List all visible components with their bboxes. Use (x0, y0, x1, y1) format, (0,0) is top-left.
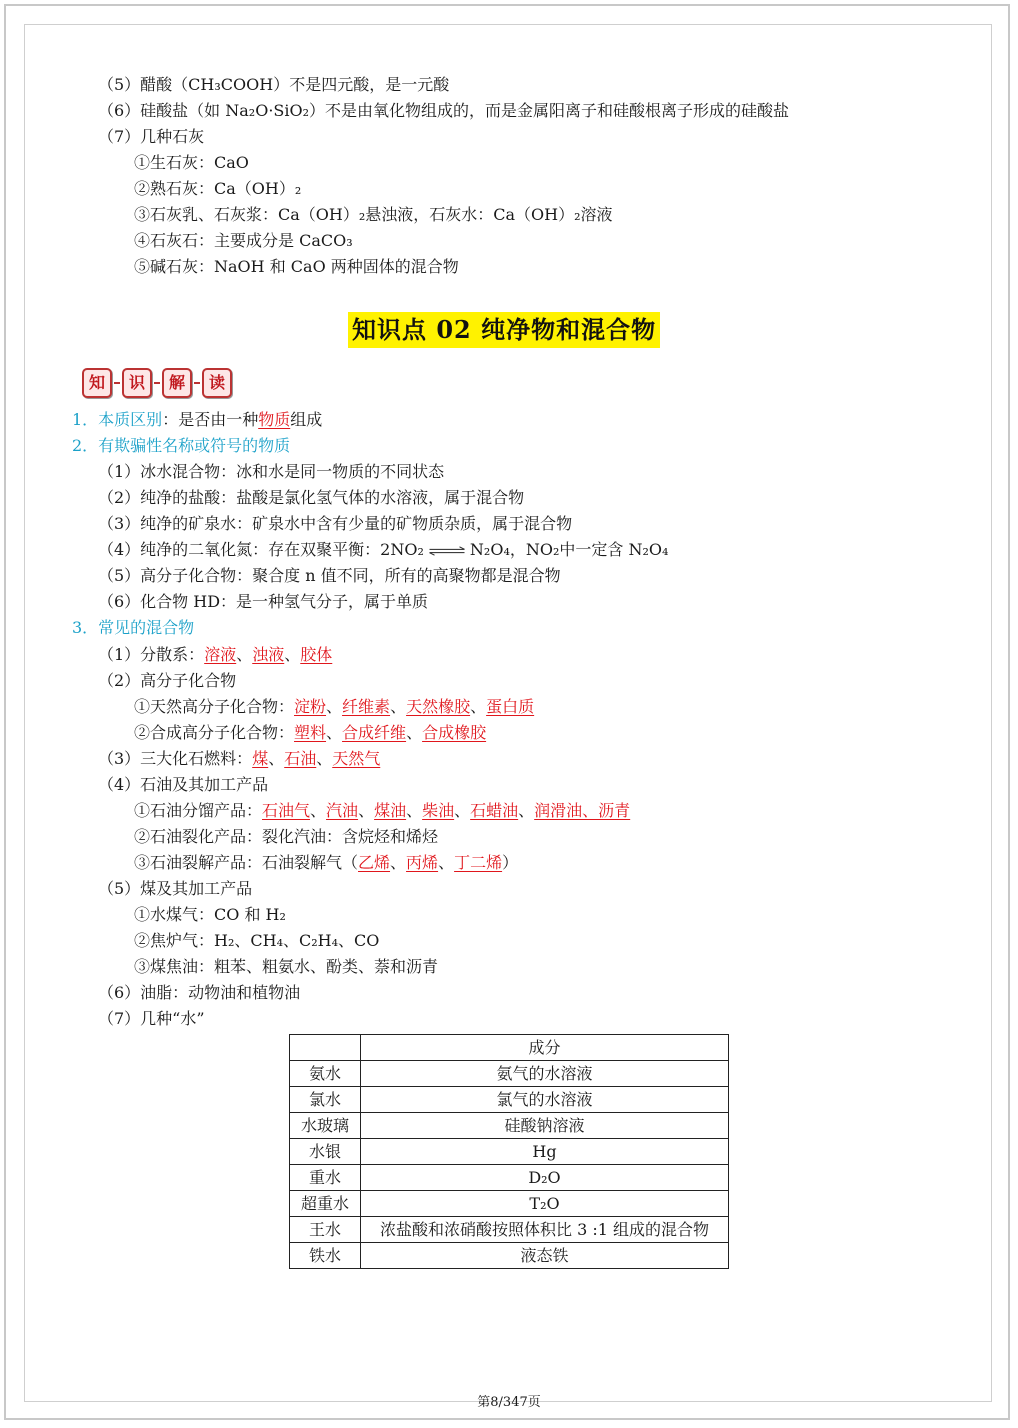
answer-text: 石蜡油 (470, 801, 519, 820)
pyrolysis-end: ） (502, 853, 519, 872)
fractionation-label: ①石油分馏产品： (134, 801, 263, 820)
point-3-heading: 3．常见的混合物 (72, 618, 195, 637)
item-slaked-lime: ②熟石灰：Ca（OH）₂ (134, 179, 302, 198)
answer-text: 丁二烯 (454, 853, 503, 872)
water-name-cell: 王水 (290, 1217, 361, 1243)
table-row (290, 1165, 729, 1191)
answer-text: 柴油 (422, 801, 455, 820)
answer-text: 汽油 (326, 801, 359, 820)
item-quicklime: ①生石灰：CaO (134, 153, 249, 172)
item-macromolecule: （2）高分子化合物 (98, 671, 237, 690)
waters-table (289, 1034, 729, 1269)
answer-text: 浊液 (252, 645, 285, 664)
composition-cell: 氨气的水溶液 (361, 1061, 729, 1087)
item-hydrochloric-acid: （2）纯净的盐酸：盐酸是氯化氢气体的水溶液，属于混合物 (98, 488, 525, 507)
equilibrium-arrow-icon (424, 546, 470, 556)
answer-text: 蛋白质 (486, 697, 535, 716)
answer-text: 胶体 (300, 645, 333, 664)
water-name-cell: 氨水 (290, 1061, 361, 1087)
item-hd: （6）化合物 HD：是一种氢气分子，属于单质 (98, 592, 429, 611)
item-silicate: （6）硅酸盐（如 Na₂O·SiO₂）不是由氧化物组成的，而是金属阳离子和硅酸根离子形成的硅酸盐 (98, 101, 790, 120)
fossil-fuels-label: （3）三大化石燃料： (98, 749, 253, 768)
answer-text: 天然气 (332, 749, 381, 768)
answer-text: 煤 (252, 749, 269, 768)
answer-text: 溶液 (204, 645, 237, 664)
item-lime-milk: ③石灰乳、石灰浆：Ca（OH）₂悬浊液，石灰水：Ca（OH）₂溶液 (134, 205, 613, 224)
pyrolysis-label: ③石油裂解产品：石油裂解气（ (134, 853, 359, 872)
answer-text: 淀粉 (294, 697, 327, 716)
composition-cell: 硅酸钠溶液 (361, 1113, 729, 1139)
badge-char: 解 (162, 368, 192, 398)
item-water-gas: ①水煤气：CO 和 H₂ (134, 905, 286, 924)
table-header-cell (290, 1035, 361, 1061)
badge-char: 识 (122, 368, 152, 398)
badge-char: 知 (82, 368, 112, 398)
point-1-label: 1．本质区别 (72, 410, 163, 429)
item-coke-oven-gas: ②焦炉气：H₂、CH₄、C₂H₄、CO (134, 931, 380, 950)
composition-cell: D₂O (361, 1165, 729, 1191)
table-row (290, 1217, 729, 1243)
point-2-heading: 2．有欺骗性名称或符号的物质 (72, 436, 291, 455)
dispersion-label: （1）分散系： (98, 645, 205, 664)
no2-text: （4）纯净的二氧化氮：存在双聚平衡：2NO₂ (98, 540, 424, 559)
water-name-cell: 水银 (290, 1139, 361, 1165)
item-nitrogen-dioxide (98, 539, 668, 561)
table-header-row (290, 1035, 729, 1061)
item-lime-heading: （7）几种石灰 (98, 127, 205, 146)
answer-text: 合成纤维 (342, 723, 407, 742)
composition-cell: T₂O (361, 1191, 729, 1217)
point-1-text: ：是否由一种 (162, 410, 259, 429)
answer-text: 乙烯 (358, 853, 391, 872)
point-1-text-end: 组成 (290, 410, 323, 429)
item-soda-lime: ⑤碱石灰：NaOH 和 CaO 两种固体的混合物 (134, 257, 459, 276)
water-name-cell: 超重水 (290, 1191, 361, 1217)
table-row (290, 1061, 729, 1087)
item-natural-polymer: ①天然高分子化合物：淀粉、纤维素、天然橡胶、蛋白质 (134, 697, 535, 716)
composition-cell: Hg (361, 1139, 729, 1165)
answer-text: 润滑油、沥青 (534, 801, 631, 820)
table-row (290, 1191, 729, 1217)
item-pyrolysis: ③石油裂解产品：石油裂解气（乙烯、丙烯、丁二烯） (134, 853, 519, 872)
item-fossil-fuels: （3）三大化石燃料：煤、石油、天然气 (98, 749, 381, 768)
synthetic-polymer-label: ②合成高分子化合物： (134, 723, 295, 742)
item-polymer: （5）高分子化合物：聚合度 n 值不同，所有的高聚物都是混合物 (98, 566, 561, 585)
table-row (290, 1087, 729, 1113)
item-oils: （6）油脂：动物油和植物油 (98, 983, 301, 1002)
composition-cell: 液态铁 (361, 1243, 729, 1269)
item-coal-tar: ③煤焦油：粗苯、粗氨水、酚类、萘和沥青 (134, 957, 439, 976)
point-1 (72, 409, 322, 431)
badge-char: 读 (202, 368, 232, 398)
item-acetic-acid: （5）醋酸（CH₃COOH）不是四元酸，是一元酸 (98, 75, 450, 94)
table-header-cell: 成分 (361, 1035, 729, 1061)
item-dispersion: （1）分散系：溶液、浊液、胶体 (98, 645, 333, 664)
water-name-cell: 水玻璃 (290, 1113, 361, 1139)
table-row (290, 1243, 729, 1269)
answer-text: 纤维素 (342, 697, 391, 716)
water-name-cell: 氯水 (290, 1087, 361, 1113)
table-row (290, 1113, 729, 1139)
item-mineral-water: （3）纯净的矿泉水：矿泉水中含有少量的矿物质杂质，属于混合物 (98, 514, 573, 533)
item-limestone: ④石灰石：主要成分是 CaCO₃ (134, 231, 353, 250)
item-synthetic-polymer: ②合成高分子化合物：塑料、合成纤维、合成橡胶 (134, 723, 487, 742)
answer-text: 丙烯 (406, 853, 439, 872)
composition-cell: 氯气的水溶液 (361, 1087, 729, 1113)
item-coal: （5）煤及其加工产品 (98, 879, 253, 898)
answer-text: 天然橡胶 (406, 697, 471, 716)
waters-table-body (290, 1035, 729, 1269)
water-name-cell: 铁水 (290, 1243, 361, 1269)
answer-text: 石油气 (262, 801, 311, 820)
natural-polymer-label: ①天然高分子化合物： (134, 697, 295, 716)
answer-text: 石油 (284, 749, 317, 768)
page-number: 第8/347页 (477, 1395, 541, 1410)
answer-text: 塑料 (294, 723, 327, 742)
item-waters: （7）几种“水” (98, 1009, 205, 1028)
n2o4-text: N₂O₄，NO₂中一定含 N₂O₄ (469, 540, 669, 559)
item-petroleum: （4）石油及其加工产品 (98, 775, 269, 794)
section-title: 知识点 02 纯净物和混合物 (348, 312, 660, 348)
item-cracking: ②石油裂化产品：裂化汽油：含烷烃和烯烃 (134, 827, 439, 846)
answer-text: 物质 (258, 410, 291, 429)
answer-text: 煤油 (374, 801, 407, 820)
table-row (290, 1139, 729, 1165)
item-fractionation: ①石油分馏产品：石油气、汽油、煤油、柴油、石蜡油、润滑油、沥青 (134, 801, 631, 820)
answer-text: 合成橡胶 (422, 723, 487, 742)
item-ice-water: （1）冰水混合物：冰和水是同一物质的不同状态 (98, 462, 445, 481)
water-name-cell: 重水 (290, 1165, 361, 1191)
knowledge-badge (82, 368, 232, 398)
composition-cell: 浓盐酸和浓硝酸按照体积比 3 :1 组成的混合物 (361, 1217, 729, 1243)
